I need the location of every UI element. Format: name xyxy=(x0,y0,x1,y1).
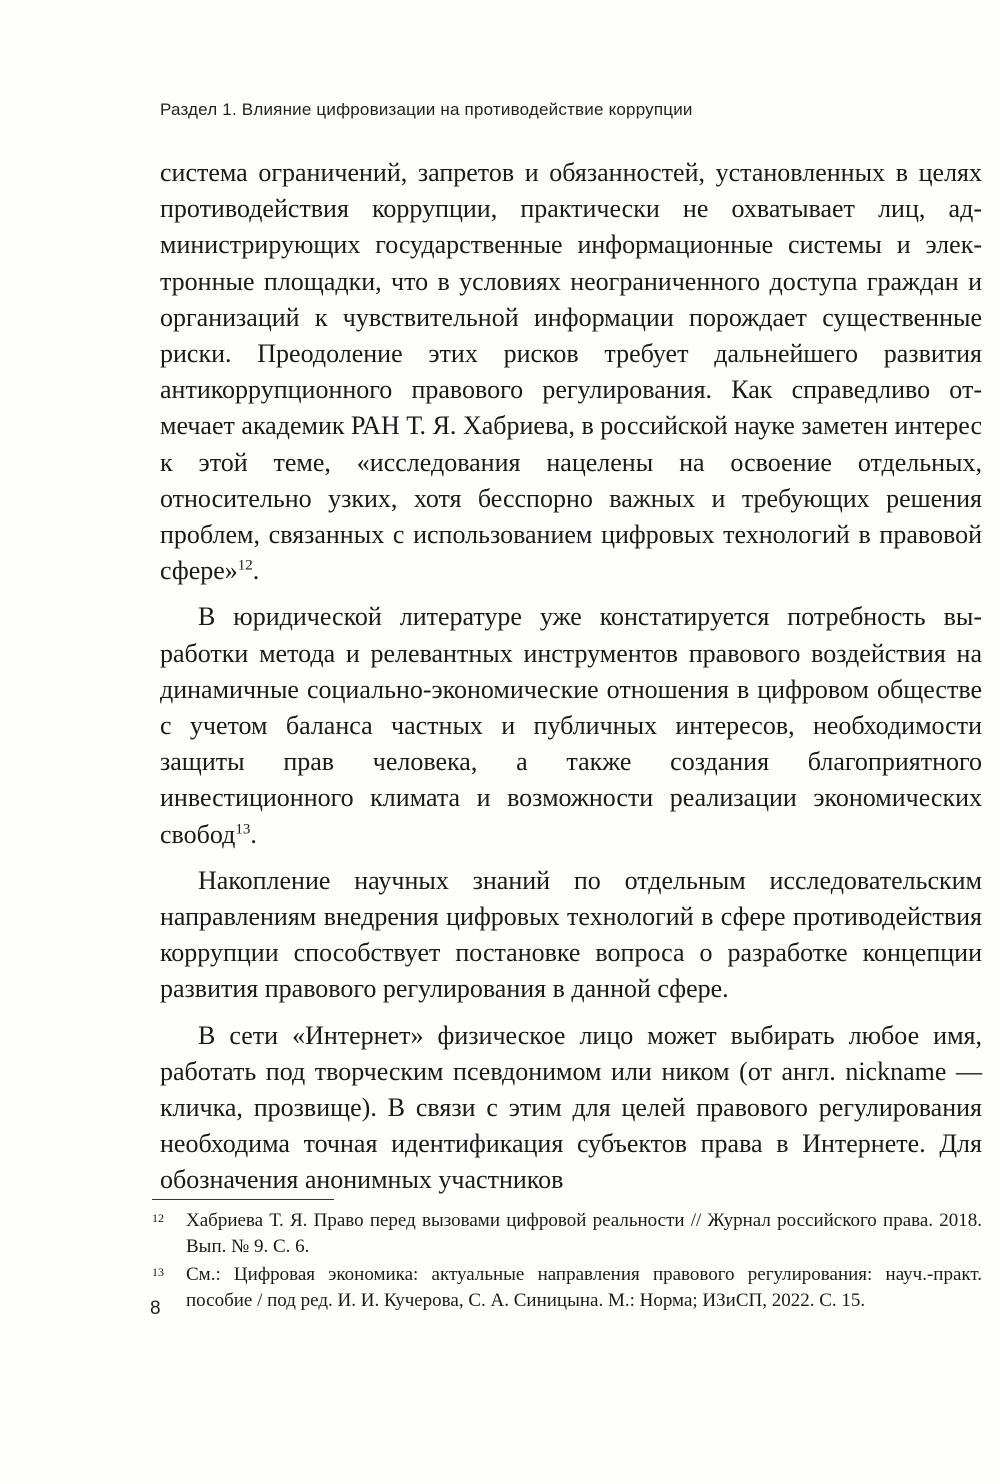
footnote-12 xyxy=(152,1208,982,1260)
page-number: 8 xyxy=(150,1298,161,1319)
running-header: Раздел 1. Влияние цифровизации на противодействие коррупции xyxy=(160,100,693,119)
footnote-ref-12: 12 xyxy=(237,557,253,574)
footnote-13 xyxy=(152,1262,982,1314)
paragraph-2 xyxy=(160,599,982,852)
footnote-number: 12 xyxy=(152,1211,164,1225)
footnote-ref-13: 13 xyxy=(235,821,251,837)
footnotes xyxy=(152,1208,982,1316)
footnote-text: Хабриева Т. Я. Право перед вызовами цифровой реальности // Журнал российского права. 2018. Вып. № 9. С. 6. xyxy=(186,1210,982,1257)
paragraph-2-text: В юридической литературе уже констатируется потребность выработки метода и релевантных инструментов правового воздействия на динамичные социально-экономические отношения в цифровом обществе с учетом баланса частных и публичных интересов, необходимости защиты прав человека, а также создания благоприятного инвестиционного климата и возможности реализации экономических свобод xyxy=(160,602,982,849)
footnote-text: См.: Цифровая экономика: актуальные направления правового регулирования: науч.-практ. пособие / под ред. И. И. Кучерова, С. А. Синицына. М.: Норма; ИЗиСП, 2022. С. 15. xyxy=(186,1264,982,1311)
paragraph-1 xyxy=(160,155,982,589)
paragraph-3: Накопление научных знаний по отдельным исследовательским направлениям внедрения цифровых технологий в сфере противодействия коррупции способствует постановке вопроса о разработке концепции развития правового регулирования в данной сфере. xyxy=(160,865,982,1004)
footnote-number: 13 xyxy=(152,1265,164,1279)
paragraph-2-tail: . xyxy=(250,819,257,849)
footnote-separator xyxy=(152,1199,334,1200)
main-text xyxy=(160,155,982,1209)
paragraph-1-tail: . xyxy=(252,556,260,586)
paragraph-1-text: система ограничений, запретов и обязанностей, установленных в целях противодействия коррупции, практически не охватывает лиц, администрирующих государственные информационные системы и электронные площадки, что в условиях неограниченного доступа граждан и организаций к чувствительной информации порождает существенные риски. Преодоление этих рисков требует дальнейшего развития антикоррупционного правового регулирования. Как справедливо отмечает академик РАН Т. Я. Хабриева, в российской науке заметен интерес к этой теме, «исследования нацелены на освоение отдельных, относительно узких, хотя бесспорно важных и требующих решения проблем, связанных с использованием цифровых технологий в правовой сфере» xyxy=(160,158,982,586)
paragraph-4: В сети «Интернет» физическое лицо может выбирать любое имя, работать под творческим псевдонимом или ником (от англ. nickname — кличка, прозвище). В связи с этим для целей правового регулирования необходима точная идентификация субъектов права в Интернете. Для обозначения анонимных участников xyxy=(160,1020,982,1195)
